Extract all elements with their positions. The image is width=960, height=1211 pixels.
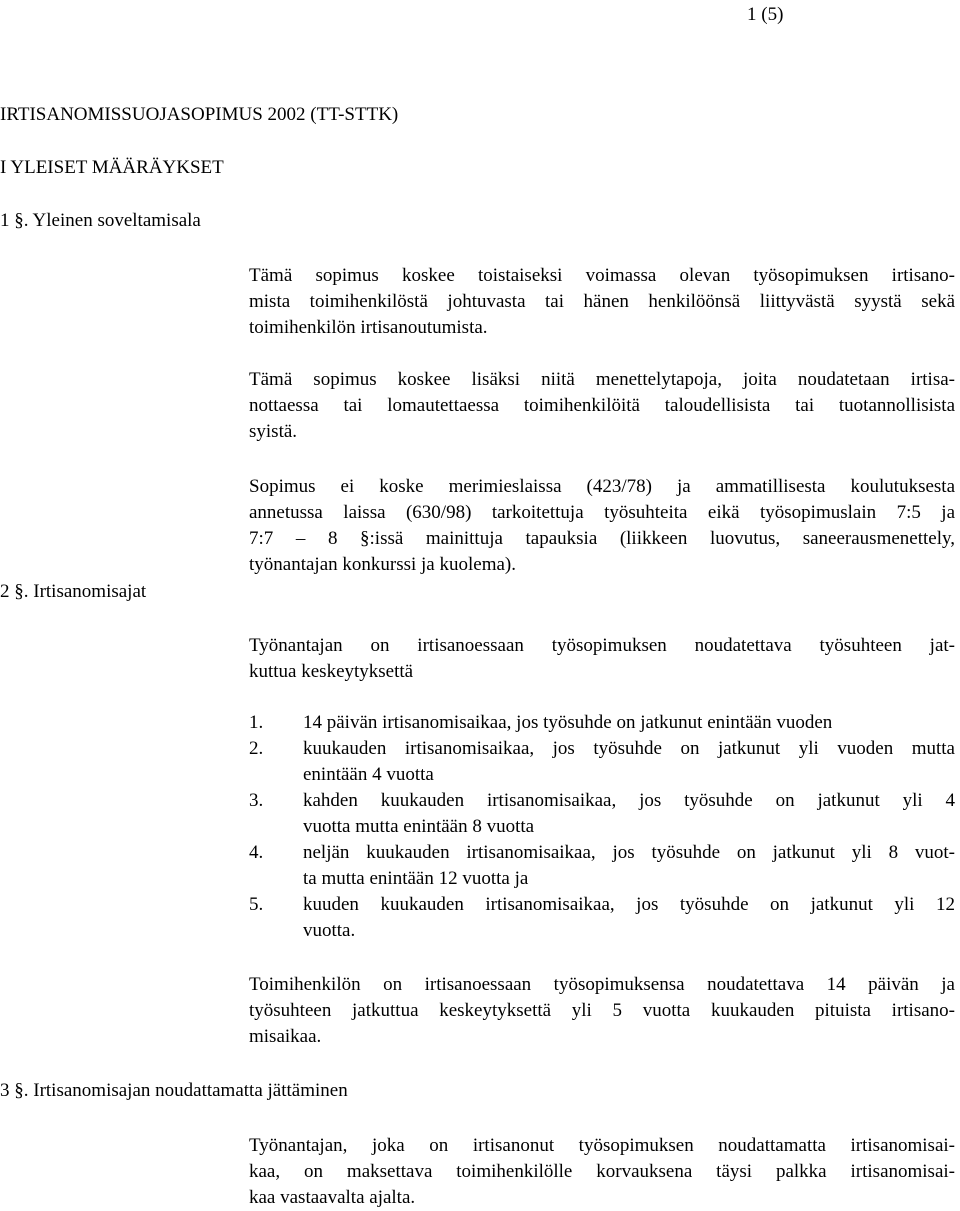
text-line: Toimihenkilön on irtisanoessaan työsopimuksensa noudatettava 14 päivän ja (249, 974, 955, 995)
list-item (249, 736, 955, 788)
list-item-number: 1. (249, 712, 264, 733)
text-line: kaa, on maksettava toimihenkilölle korvauksena täysi palkka irtisanomisai- (249, 1161, 955, 1182)
section-2-outro (249, 972, 955, 1050)
text-line: työsuhteen jatkuttua keskeytyksettä yli 5 vuotta kuukauden pituista irtisano- (249, 1000, 955, 1021)
list-item (249, 840, 955, 892)
text-line: misaikaa. (249, 1026, 322, 1047)
text-line: kuuden kuukauden irtisanomisaikaa, jos työsuhde on jatkunut yli 12 (303, 894, 955, 915)
list-item-number: 2. (249, 738, 264, 759)
list-item-text (303, 736, 955, 788)
text-line: kaa vastaavalta ajalta. (249, 1187, 416, 1208)
text-line: toimihenkilön irtisanoutumista. (249, 317, 488, 338)
section-1-heading: 1 §. Yleinen soveltamisala (0, 210, 201, 231)
section-1-paragraph-2 (249, 367, 955, 445)
section-3-paragraph-1 (249, 1133, 955, 1211)
text-line: syistä. (249, 421, 298, 442)
section-1-paragraph-1 (249, 263, 955, 341)
list-item (249, 892, 955, 944)
text-line: 14 päivän irtisanomisaikaa, jos työsuhde on jatkunut enintään vuoden (303, 712, 833, 733)
list-item-text (303, 788, 955, 840)
text-line: ta mutta enintään 12 vuotta ja (303, 868, 529, 889)
text-line: Tämä sopimus koskee toistaiseksi voimassa olevan työsopimuksen irtisano- (249, 265, 955, 286)
chapter-heading: I YLEISET MÄÄRÄYKSET (0, 157, 224, 178)
section-2-intro (249, 633, 955, 685)
document-title: IRTISANOMISSUOJASOPIMUS 2002 (TT-STTK) (0, 104, 399, 125)
list-item (249, 788, 955, 840)
section-3-heading: 3 §. Irtisanomisajan noudattamatta jättäminen (0, 1080, 348, 1101)
list-item-number: 5. (249, 894, 264, 915)
text-line: työnantajan konkurssi ja kuolema). (249, 554, 516, 575)
list-item-text (303, 710, 955, 736)
text-line: enintään 4 vuotta (303, 764, 434, 785)
text-line: kuukauden irtisanomisaikaa, jos työsuhde on jatkunut yli vuoden mutta (303, 738, 955, 759)
text-line: vuotta mutta enintään 8 vuotta (303, 816, 535, 837)
text-line: kuttua keskeytyksettä (249, 661, 414, 682)
text-line: annetussa laissa (630/98) tarkoitettuja työsuhteita eikä työsopimuslain 7:5 ja (249, 502, 955, 523)
text-line: 7:7 – 8 §:issä mainittuja tapauksia (liikkeen luovutus, saneerausmenettely, (249, 528, 955, 549)
list-item-number: 3. (249, 790, 264, 811)
text-line: Työnantajan, joka on irtisanonut työsopimuksen noudattamatta irtisanomisai- (249, 1135, 955, 1156)
page-number: 1 (5) (747, 4, 784, 25)
list-item-number: 4. (249, 842, 264, 863)
section-1-paragraph-3 (249, 474, 955, 578)
text-line: neljän kuukauden irtisanomisaikaa, jos työsuhde on jatkunut yli 8 vuot- (303, 842, 955, 863)
list-item (249, 710, 955, 736)
text-line: Työnantajan on irtisanoessaan työsopimuksen noudatettava työsuhteen jat- (249, 635, 955, 656)
text-line: kahden kuukauden irtisanomisaikaa, jos työsuhde on jatkunut yli 4 (303, 790, 955, 811)
text-line: mista toimihenkilöstä johtuvasta tai hänen henkilöönsä liittyvästä syystä sekä (249, 291, 955, 312)
text-line: Tämä sopimus koskee lisäksi niitä menettelytapoja, joita noudatetaan irtisa- (249, 369, 955, 390)
list-item-text (303, 840, 955, 892)
text-line: nottaessa tai lomautettaessa toimihenkilöitä taloudellisista tai tuotannollisista (249, 395, 955, 416)
text-line: vuotta. (303, 920, 356, 941)
section-2-heading: 2 §. Irtisanomisajat (0, 581, 147, 602)
list-item-text (303, 892, 955, 944)
text-line: Sopimus ei koske merimieslaissa (423/78) ja ammatillisesta koulutuksesta (249, 476, 955, 497)
notice-period-list (249, 710, 955, 944)
